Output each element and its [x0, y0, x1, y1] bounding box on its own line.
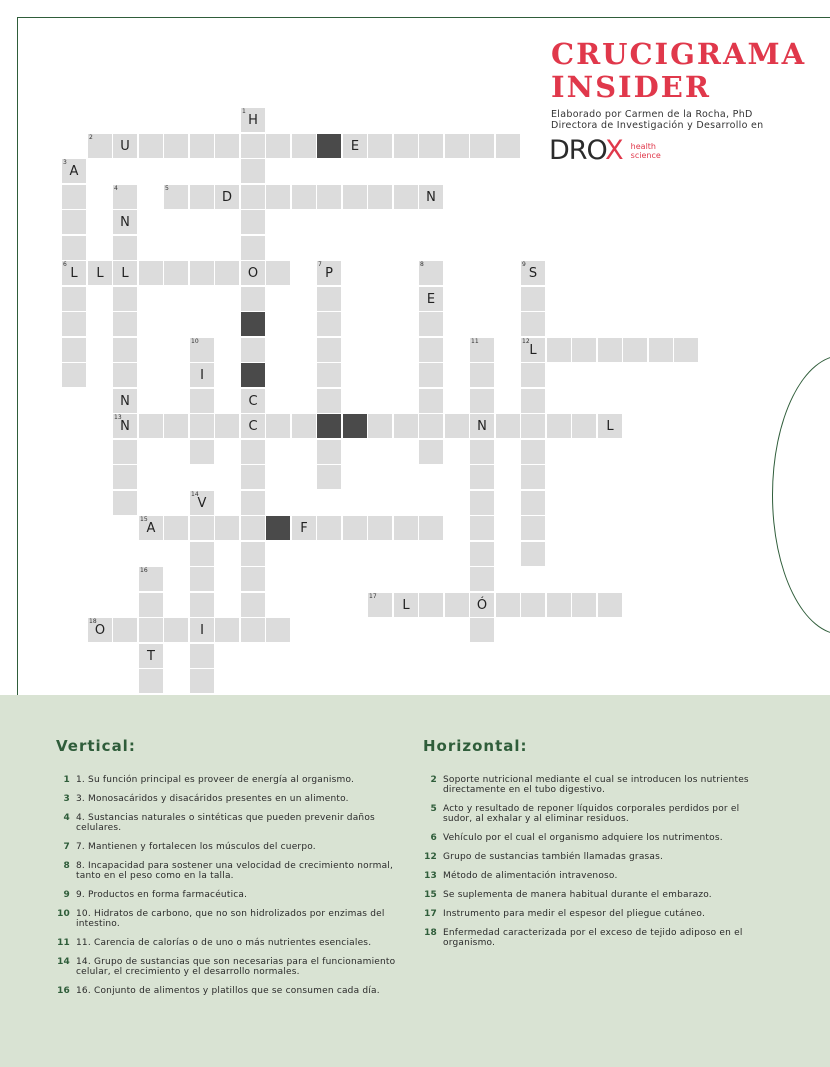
horizontal-clue [423, 775, 768, 795]
grid-cell[interactable] [317, 465, 341, 489]
grid-cell[interactable] [113, 363, 137, 387]
clues-panel [0, 695, 830, 1067]
grid-cell[interactable] [649, 338, 673, 362]
grid-cell[interactable] [496, 414, 520, 438]
grid-cell[interactable] [241, 414, 265, 438]
clue-number: 3 [63, 794, 70, 804]
horizontal-clue [423, 928, 768, 948]
title-line-2: INSIDER [551, 70, 711, 104]
grid-cell[interactable] [113, 338, 137, 362]
page-title [551, 38, 806, 104]
grid-cell[interactable] [139, 261, 163, 285]
grid-cell[interactable] [394, 593, 418, 617]
vertical-clue [56, 986, 406, 996]
cell-letter: L [606, 419, 614, 434]
cell-letter: P [325, 266, 333, 281]
cell-letter: L [529, 343, 537, 358]
grid-cell[interactable] [190, 338, 214, 362]
grid-cell[interactable] [241, 516, 265, 540]
grid-cell[interactable] [394, 185, 418, 209]
grid-cell[interactable] [317, 516, 341, 540]
clue-text: Grupo de sustancias también llamadas grasas. [443, 852, 664, 862]
vertical-clue [56, 861, 406, 881]
grid-cell[interactable] [521, 261, 545, 285]
grid-cell[interactable] [215, 516, 239, 540]
clue-number: 5 [430, 804, 437, 814]
grid-cell[interactable] [496, 134, 520, 158]
vertical-heading: Vertical: [56, 737, 136, 755]
clue-text: 16. Conjunto de alimentos y platillos que se consumen cada día. [76, 986, 380, 996]
cell-number: 7 [318, 261, 322, 268]
grid-cell[interactable] [62, 363, 86, 387]
grid-cell[interactable] [317, 287, 341, 311]
horizontal-clue [423, 871, 768, 881]
cell-letter: D [221, 190, 232, 205]
cell-letter: F [300, 521, 308, 536]
grid-cell[interactable] [62, 236, 86, 260]
grid-cell[interactable] [164, 185, 188, 209]
horizontal-clue [423, 804, 768, 824]
grid-cell[interactable] [215, 414, 239, 438]
grid-cell[interactable] [113, 287, 137, 311]
title-line-1: CRUCIGRAMA [551, 37, 807, 71]
grid-cell[interactable] [623, 338, 647, 362]
cell-letter: L [96, 266, 104, 281]
clue-number: 15 [424, 890, 437, 900]
clue-number: 17 [424, 909, 437, 919]
grid-cell[interactable] [190, 134, 214, 158]
cell-letter: I [200, 368, 204, 383]
grid-cell[interactable] [419, 261, 443, 285]
grid-cell[interactable] [317, 312, 341, 336]
grid-cell[interactable] [190, 491, 214, 515]
grid-cell[interactable] [113, 261, 137, 285]
clue-number: 6 [430, 833, 437, 843]
grid-cell[interactable] [547, 338, 571, 362]
clue-number: 2 [430, 775, 437, 785]
grid-cell[interactable] [215, 618, 239, 642]
grid-cell[interactable] [470, 134, 494, 158]
cell-letter: L [70, 266, 78, 281]
grid-cell[interactable] [419, 338, 443, 362]
clue-number: 16 [57, 986, 70, 996]
grid-cell[interactable] [266, 134, 290, 158]
cell-letter: N [120, 419, 130, 434]
grid-cell[interactable] [598, 593, 622, 617]
grid-cell[interactable] [266, 261, 290, 285]
clue-text: 11. Carencia de calorías o de uno o más nutrientes esenciales. [76, 938, 372, 948]
grid-cell[interactable] [139, 593, 163, 617]
cell-letter: N [120, 394, 130, 409]
cell-number: 4 [114, 185, 118, 192]
grid-cell[interactable] [113, 491, 137, 515]
clue-number: 9 [63, 890, 70, 900]
grid-cell[interactable] [419, 287, 443, 311]
grid-cell[interactable] [88, 134, 112, 158]
grid-cell[interactable] [113, 389, 137, 413]
grid-cell[interactable] [164, 618, 188, 642]
grid-cell[interactable] [215, 134, 239, 158]
clue-number: 8 [63, 861, 70, 871]
cell-letter: H [248, 113, 258, 128]
horizontal-clue [423, 909, 768, 919]
grid-cell[interactable] [368, 134, 392, 158]
clue-number: 10 [57, 909, 70, 919]
grid-cell[interactable] [62, 261, 86, 285]
grid-cell[interactable] [419, 312, 443, 336]
clue-number: 7 [63, 842, 70, 852]
vertical-clue [56, 842, 406, 852]
grid-cell[interactable] [445, 414, 469, 438]
cell-number: 3 [63, 159, 67, 166]
cell-letter: C [248, 419, 258, 434]
grid-cell[interactable] [470, 363, 494, 387]
vertical-clues [56, 737, 406, 1005]
vertical-clue [56, 794, 406, 804]
cell-number: 13 [114, 414, 122, 421]
clue-text: 7. Mantienen y fortalecen los músculos del cuerpo. [76, 842, 316, 852]
cell-number: 18 [89, 618, 97, 625]
cell-letter: U [120, 139, 130, 154]
grid-cell[interactable] [521, 338, 545, 362]
grid-cell[interactable] [241, 542, 265, 566]
grid-cell[interactable] [241, 134, 265, 158]
grid-block [343, 414, 367, 438]
author-credit [551, 109, 763, 131]
grid-cell[interactable] [470, 593, 494, 617]
clue-number: 14 [57, 957, 70, 967]
grid-cell[interactable] [368, 185, 392, 209]
cell-letter: O [247, 266, 259, 281]
cell-letter: Ó [476, 598, 488, 613]
cell-letter: N [477, 419, 487, 434]
grid-cell[interactable] [521, 414, 545, 438]
grid-cell[interactable] [190, 414, 214, 438]
grid-cell[interactable] [190, 389, 214, 413]
grid-cell[interactable] [241, 338, 265, 362]
grid-cell[interactable] [470, 414, 494, 438]
grid-cell[interactable] [317, 440, 341, 464]
grid-cell[interactable] [470, 440, 494, 464]
grid-cell[interactable] [139, 669, 163, 693]
grid-cell[interactable] [190, 261, 214, 285]
author-name: Elaborado por Carmen de la Rocha, PhD [551, 109, 753, 120]
grid-cell[interactable] [190, 542, 214, 566]
grid-block [266, 516, 290, 540]
grid-cell[interactable] [113, 440, 137, 464]
grid-cell[interactable] [521, 287, 545, 311]
cell-letter: E [350, 139, 360, 154]
clue-text: Enfermedad caracterizada por el exceso de tejido adiposo en el organismo. [443, 928, 743, 948]
grid-cell[interactable] [470, 567, 494, 591]
grid-cell[interactable] [317, 389, 341, 413]
grid-cell[interactable] [521, 440, 545, 464]
clue-text: 4. Sustancias naturales o sintéticas que pueden prevenir daños celulares. [76, 813, 375, 833]
grid-cell[interactable] [292, 134, 316, 158]
grid-cell[interactable] [598, 414, 622, 438]
cell-number: 10 [191, 338, 199, 345]
grid-cell[interactable] [241, 210, 265, 234]
clue-text: Acto y resultado de reponer líquidos corporales perdidos por el sudor, al exhalar y al eliminar residuos. [443, 804, 740, 824]
grid-block [317, 134, 341, 158]
grid-cell[interactable] [241, 389, 265, 413]
grid-cell[interactable] [62, 312, 86, 336]
grid-cell[interactable] [419, 414, 443, 438]
grid-cell[interactable] [215, 185, 239, 209]
grid-cell[interactable] [190, 593, 214, 617]
grid-cell[interactable] [317, 261, 341, 285]
grid-cell[interactable] [419, 593, 443, 617]
grid-cell[interactable] [470, 618, 494, 642]
grid-cell[interactable] [445, 593, 469, 617]
grid-cell[interactable] [190, 567, 214, 591]
grid-cell[interactable] [241, 465, 265, 489]
grid-cell[interactable] [139, 618, 163, 642]
grid-cell[interactable] [419, 516, 443, 540]
grid-cell[interactable] [190, 440, 214, 464]
grid-cell[interactable] [547, 593, 571, 617]
vertical-clue [56, 775, 406, 785]
grid-cell[interactable] [368, 516, 392, 540]
grid-cell[interactable] [521, 516, 545, 540]
grid-cell[interactable] [139, 414, 163, 438]
clue-text: 3. Monosacáridos y disacáridos presentes en un alimento. [76, 794, 349, 804]
clue-text: Método de alimentación intravenoso. [443, 871, 618, 881]
cell-number: 14 [191, 491, 199, 498]
grid-cell[interactable] [88, 261, 112, 285]
horizontal-clues [423, 737, 768, 957]
grid-cell[interactable] [394, 414, 418, 438]
grid-cell[interactable] [215, 261, 239, 285]
drox-logo [549, 137, 661, 165]
clue-text: 1. Su función principal es proveer de energía al organismo. [76, 775, 355, 785]
cell-number: 16 [140, 567, 148, 574]
grid-cell[interactable] [547, 414, 571, 438]
cell-number: 2 [89, 134, 93, 141]
grid-cell[interactable] [496, 593, 520, 617]
clue-text: Instrumento para medir el espesor del pliegue cutáneo. [443, 909, 706, 919]
grid-cell[interactable] [113, 618, 137, 642]
cell-number: 15 [140, 516, 148, 523]
grid-cell[interactable] [343, 134, 367, 158]
grid-cell[interactable] [521, 312, 545, 336]
clue-text: 9. Productos en forma farmacéutica. [76, 890, 248, 900]
grid-cell[interactable] [368, 414, 392, 438]
grid-cell[interactable] [241, 108, 265, 132]
grid-cell[interactable] [241, 236, 265, 260]
grid-cell[interactable] [164, 414, 188, 438]
cell-letter: V [197, 496, 207, 511]
grid-cell[interactable] [521, 542, 545, 566]
grid-cell[interactable] [292, 516, 316, 540]
grid-cell[interactable] [164, 261, 188, 285]
grid-cell[interactable] [445, 134, 469, 158]
vertical-clue [56, 957, 406, 977]
grid-cell[interactable] [241, 567, 265, 591]
horizontal-clue [423, 890, 768, 900]
logo-wordmark: DROX [549, 135, 623, 166]
grid-cell[interactable] [88, 618, 112, 642]
grid-cell[interactable] [164, 134, 188, 158]
cell-letter: A [146, 521, 156, 536]
cell-letter: A [69, 164, 79, 179]
cell-letter: S [528, 266, 538, 281]
grid-block [241, 312, 265, 336]
grid-cell[interactable] [292, 185, 316, 209]
clue-number: 13 [424, 871, 437, 881]
vertical-clue [56, 938, 406, 948]
grid-cell[interactable] [521, 363, 545, 387]
grid-cell[interactable] [317, 363, 341, 387]
grid-cell[interactable] [598, 338, 622, 362]
grid-cell[interactable] [419, 389, 443, 413]
grid-cell[interactable] [470, 465, 494, 489]
grid-cell[interactable] [572, 593, 596, 617]
grid-cell[interactable] [241, 618, 265, 642]
cell-letter: L [121, 266, 129, 281]
grid-cell[interactable] [241, 287, 265, 311]
grid-cell[interactable] [113, 465, 137, 489]
cell-number: 17 [369, 593, 377, 600]
grid-block [241, 363, 265, 387]
grid-cell[interactable] [419, 363, 443, 387]
cell-number: 1 [242, 108, 246, 115]
grid-cell[interactable] [241, 593, 265, 617]
grid-cell[interactable] [113, 210, 137, 234]
grid-cell[interactable] [113, 134, 137, 158]
grid-cell[interactable] [470, 389, 494, 413]
grid-cell[interactable] [62, 287, 86, 311]
grid-cell[interactable] [62, 185, 86, 209]
horizontal-heading: Horizontal: [423, 737, 528, 755]
grid-cell[interactable] [113, 312, 137, 336]
grid-cell[interactable] [190, 618, 214, 642]
grid-cell[interactable] [241, 491, 265, 515]
grid-cell[interactable] [572, 338, 596, 362]
grid-cell[interactable] [190, 669, 214, 693]
grid-cell[interactable] [266, 185, 290, 209]
grid-cell[interactable] [113, 236, 137, 260]
clue-number: 12 [424, 852, 437, 862]
cell-letter: T [147, 649, 155, 664]
cell-letter: N [120, 215, 130, 230]
grid-cell[interactable] [470, 338, 494, 362]
grid-cell[interactable] [368, 593, 392, 617]
grid-cell[interactable] [292, 414, 316, 438]
cell-letter: L [402, 598, 410, 613]
grid-cell[interactable] [419, 185, 443, 209]
grid-cell[interactable] [190, 185, 214, 209]
cell-letter: E [426, 292, 436, 307]
grid-cell[interactable] [317, 185, 341, 209]
grid-cell[interactable] [470, 491, 494, 515]
clue-text: Se suplementa de manera habitual durante el embarazo. [443, 890, 712, 900]
cell-letter: I [200, 623, 204, 638]
grid-block [317, 414, 341, 438]
grid-cell[interactable] [113, 185, 137, 209]
grid-cell[interactable] [521, 389, 545, 413]
grid-cell[interactable] [139, 516, 163, 540]
vertical-clue [56, 890, 406, 900]
cell-letter: N [426, 190, 436, 205]
grid-cell[interactable] [139, 644, 163, 668]
grid-cell[interactable] [470, 542, 494, 566]
cell-number: 5 [165, 185, 169, 192]
cell-letter: C [248, 394, 258, 409]
clue-number: 1 [63, 775, 70, 785]
cell-number: 9 [522, 261, 526, 268]
grid-cell[interactable] [113, 414, 137, 438]
author-role: Directora de Investigación y Desarrollo en [551, 120, 764, 131]
cell-letter: O [94, 623, 106, 638]
grid-cell[interactable] [394, 516, 418, 540]
grid-cell[interactable] [190, 644, 214, 668]
grid-cell[interactable] [394, 134, 418, 158]
vertical-clue [56, 813, 406, 833]
grid-cell[interactable] [190, 516, 214, 540]
grid-cell[interactable] [674, 338, 698, 362]
vertical-clue [56, 909, 406, 929]
cell-number: 12 [522, 338, 530, 345]
clue-text: 8. Incapacidad para sostener una velocidad de crecimiento normal, tanto en el peso como en la talla. [76, 861, 394, 881]
grid-cell[interactable] [470, 516, 494, 540]
grid-cell[interactable] [62, 210, 86, 234]
grid-cell[interactable] [62, 159, 86, 183]
grid-cell[interactable] [317, 338, 341, 362]
grid-cell[interactable] [241, 261, 265, 285]
cell-number: 6 [63, 261, 67, 268]
grid-cell[interactable] [62, 338, 86, 362]
grid-cell[interactable] [241, 185, 265, 209]
clue-number: 4 [63, 813, 70, 823]
clue-text: 10. Hidratos de carbono, que no son hidrolizados por enzimas del intestino. [76, 909, 385, 929]
grid-cell[interactable] [521, 465, 545, 489]
clue-text: 14. Grupo de sustancias que son necesarias para el funcionamiento celular, el crecimiento y el desarrollo normales. [76, 957, 396, 977]
clue-number: 18 [424, 928, 437, 938]
grid-cell[interactable] [241, 159, 265, 183]
clue-text: Soporte nutricional mediante el cual se introducen los nutrientes directamente en el tubo digestivo. [443, 775, 749, 795]
grid-cell[interactable] [266, 414, 290, 438]
grid-cell[interactable] [572, 414, 596, 438]
grid-cell[interactable] [190, 363, 214, 387]
grid-cell[interactable] [419, 440, 443, 464]
grid-cell[interactable] [241, 440, 265, 464]
grid-cell[interactable] [139, 567, 163, 591]
grid-cell[interactable] [521, 593, 545, 617]
grid-cell[interactable] [419, 134, 443, 158]
grid-cell[interactable] [164, 516, 188, 540]
horizontal-clue [423, 833, 768, 843]
grid-cell[interactable] [521, 491, 545, 515]
grid-cell[interactable] [343, 516, 367, 540]
cell-number: 11 [471, 338, 479, 345]
horizontal-clue [423, 852, 768, 862]
grid-cell[interactable] [266, 618, 290, 642]
grid-cell[interactable] [139, 134, 163, 158]
logo-subtitle: health science [630, 142, 661, 160]
clue-text: Vehículo por el cual el organismo adquiere los nutrimentos. [443, 833, 723, 843]
grid-cell[interactable] [343, 185, 367, 209]
clue-number: 11 [57, 938, 70, 948]
cell-number: 8 [420, 261, 424, 268]
